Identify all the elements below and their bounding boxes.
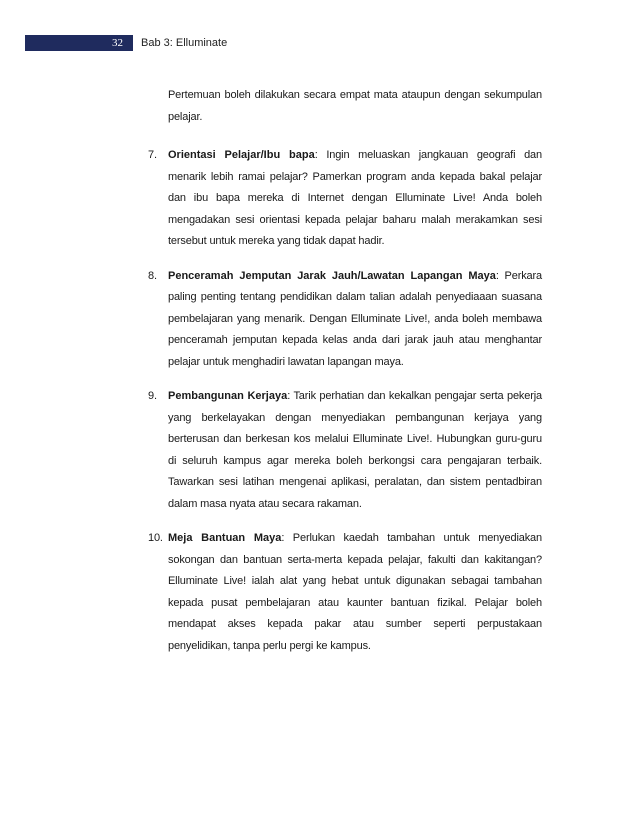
list-item-text: : Perkara paling penting tentang pendidikan dalam talian adalah penyediaaan suasana pembelajaran yang menarik. Dengan Elluminate Live!, anda boleh membawa penceramah jemputan kepada kelas anda dari jarak jauh atau menghantar pelajar untuk menghadiri lawatan lapangan maya. — [168, 269, 543, 368]
list-item — [148, 145, 542, 253]
page-number: 32 — [112, 37, 123, 49]
page-content — [148, 85, 542, 657]
list-item-term: Pembangunan Kerjaya — [168, 390, 288, 402]
list-item-text: : Perlukan kaedah tambahan untuk menyediakan sokongan dan bantuan serta-merta kepada pelajar, fakulti dan kakitangan? Elluminate Live! ialah alat yang hebat untuk digunakan sebagai tambahan kepada pusat pembelajaran atau kaunter bantuan fizikal. Pelajar boleh mendapat akses kepada pakar atau sumber seperti perpustakaan penyelidikan, tanpa perlu pergi ke kampus. — [168, 532, 542, 652]
list-item-number: 7. — [148, 149, 157, 161]
list-item-number: 8. — [148, 269, 157, 282]
chapter-title: Bab 3: Elluminate — [141, 37, 228, 49]
list-item — [148, 528, 542, 657]
list-item-number: 10. — [148, 532, 163, 544]
list-item-number: 9. — [148, 390, 157, 402]
list-item-text: : Tarik perhatian dan kekalkan pengajar serta pekerja yang berkelayakan dengan menyediakan pembangunan kerjaya yang berterusan dan berkesan kos melalui Elluminate Live!. Hubungkan guru-guru di seluruh kampus agar mereka boleh berkongsi cara pengajaran terbaik. Tawarkan sesi latihan mengenai aplikasi, peralatan, dan sistem pentadbiran dalam masa nyata atau secara rakaman. — [168, 390, 543, 510]
list-item-text: : Ingin meluaskan jangkauan geografi dan menarik lebih ramai pelajar? Pamerkan program anda kepada bakal pelajar dan ibu bapa mereka di Internet dengan Elluminate Live! Anda boleh mengadakan sesi orientasi kepada pelajar baharu malah merakamkan sesi tersebut untuk mereka yang tidak dapat hadir. — [168, 149, 542, 247]
list-item — [148, 266, 542, 374]
list-item — [148, 386, 542, 515]
list-item-term: Penceramah Jemputan Jarak Jauh/Lawatan Lapangan Maya — [168, 269, 496, 282]
intro-paragraph: Pertemuan boleh dilakukan secara empat mata ataupun dengan sekumpulan pelajar. — [168, 89, 542, 123]
list-item-term: Meja Bantuan Maya — [168, 532, 282, 544]
list-item-term: Orientasi Pelajar/Ibu bapa — [168, 149, 315, 161]
